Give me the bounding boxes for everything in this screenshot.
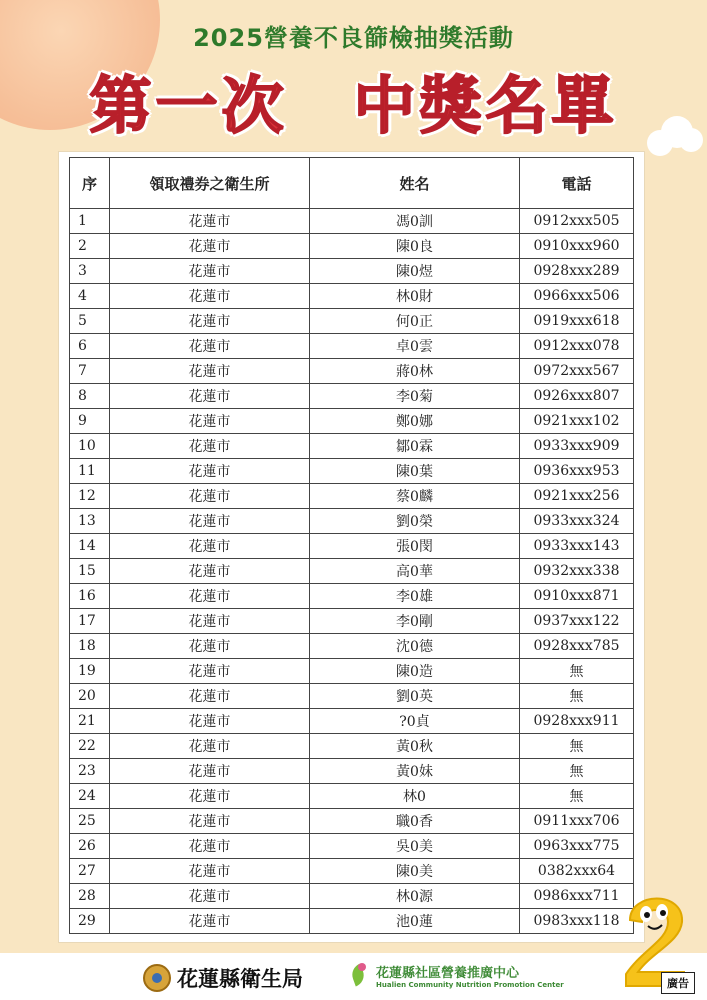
table-row <box>70 309 634 334</box>
cell-phone: 無 <box>520 784 634 809</box>
cell-station: 花蓮市 <box>110 909 310 934</box>
winner-rows <box>70 209 634 934</box>
table-row <box>70 559 634 584</box>
footer <box>0 953 707 1000</box>
cell-station: 花蓮市 <box>110 634 310 659</box>
cell-phone: 0937xxx122 <box>520 609 634 634</box>
cell-station: 花蓮市 <box>110 484 310 509</box>
cell-station: 花蓮市 <box>110 734 310 759</box>
cell-phone: 0928xxx289 <box>520 259 634 284</box>
cell-no: 28 <box>70 884 110 909</box>
cell-name: 吳0美 <box>310 834 520 859</box>
table-row <box>70 384 634 409</box>
cell-station: 花蓮市 <box>110 659 310 684</box>
cell-no: 11 <box>70 459 110 484</box>
cell-phone: 0972xxx567 <box>520 359 634 384</box>
cell-no: 12 <box>70 484 110 509</box>
cell-name: 李0菊 <box>310 384 520 409</box>
table-row <box>70 234 634 259</box>
cell-station: 花蓮市 <box>110 809 310 834</box>
cell-no: 21 <box>70 709 110 734</box>
cell-name: 何0正 <box>310 309 520 334</box>
table-row <box>70 584 634 609</box>
cell-station: 花蓮市 <box>110 534 310 559</box>
cell-name: 鄒0霖 <box>310 434 520 459</box>
cell-station: 花蓮市 <box>110 509 310 534</box>
cell-name: 陳0美 <box>310 859 520 884</box>
cell-phone: 0926xxx807 <box>520 384 634 409</box>
cell-phone: 0933xxx324 <box>520 509 634 534</box>
table-row <box>70 334 634 359</box>
cell-name: 張0閔 <box>310 534 520 559</box>
cell-name: 職0香 <box>310 809 520 834</box>
cell-phone: 0966xxx506 <box>520 284 634 309</box>
health-bureau-logo <box>143 963 303 993</box>
table-row <box>70 284 634 309</box>
winner-table <box>69 157 634 934</box>
cell-no: 27 <box>70 859 110 884</box>
cell-name: 黃0秋 <box>310 734 520 759</box>
table-row <box>70 259 634 284</box>
cell-phone: 0919xxx618 <box>520 309 634 334</box>
column-header-phone: 電話 <box>520 158 634 209</box>
cell-phone: 0912xxx505 <box>520 209 634 234</box>
cell-station: 花蓮市 <box>110 759 310 784</box>
cell-name: 陳0造 <box>310 659 520 684</box>
cell-name: 卓0雲 <box>310 334 520 359</box>
cell-name: ?0貞 <box>310 709 520 734</box>
cell-phone: 0932xxx338 <box>520 559 634 584</box>
cell-station: 花蓮市 <box>110 559 310 584</box>
cell-no: 19 <box>70 659 110 684</box>
cell-no: 8 <box>70 384 110 409</box>
cell-phone: 0936xxx953 <box>520 459 634 484</box>
cell-name: 劉0英 <box>310 684 520 709</box>
cell-name: 陳0煜 <box>310 259 520 284</box>
table-row <box>70 459 634 484</box>
table-row <box>70 484 634 509</box>
cell-no: 17 <box>70 609 110 634</box>
cell-station: 花蓮市 <box>110 684 310 709</box>
cell-name: 黃0妹 <box>310 759 520 784</box>
cell-station: 花蓮市 <box>110 709 310 734</box>
cell-phone: 0910xxx960 <box>520 234 634 259</box>
cell-phone: 0963xxx775 <box>520 834 634 859</box>
table-row <box>70 409 634 434</box>
cell-phone: 0928xxx911 <box>520 709 634 734</box>
cell-no: 23 <box>70 759 110 784</box>
table-row <box>70 834 634 859</box>
cell-no: 22 <box>70 734 110 759</box>
column-header-name: 姓名 <box>310 158 520 209</box>
cell-no: 9 <box>70 409 110 434</box>
cell-station: 花蓮市 <box>110 884 310 909</box>
cell-no: 6 <box>70 334 110 359</box>
cell-station: 花蓮市 <box>110 859 310 884</box>
cell-phone: 0933xxx143 <box>520 534 634 559</box>
cell-no: 15 <box>70 559 110 584</box>
nutrition-center-english-name: Hualien Community Nutrition Promotion Center <box>376 981 564 989</box>
cell-phone: 無 <box>520 759 634 784</box>
table-row <box>70 809 634 834</box>
cell-station: 花蓮市 <box>110 834 310 859</box>
cell-name: 林0源 <box>310 884 520 909</box>
cell-no: 5 <box>70 309 110 334</box>
cell-no: 3 <box>70 259 110 284</box>
cell-name: 李0剛 <box>310 609 520 634</box>
cell-name: 陳0良 <box>310 234 520 259</box>
cell-no: 4 <box>70 284 110 309</box>
nutrition-center-name: 花蓮縣社區營養推廣中心 <box>376 966 520 981</box>
cell-phone: 0382xxx64 <box>520 859 634 884</box>
cell-phone: 0912xxx078 <box>520 334 634 359</box>
cell-no: 10 <box>70 434 110 459</box>
table-row <box>70 709 634 734</box>
table-row <box>70 884 634 909</box>
cell-phone: 0911xxx706 <box>520 809 634 834</box>
table-row <box>70 909 634 934</box>
table-row <box>70 534 634 559</box>
cell-no: 20 <box>70 684 110 709</box>
cell-name: 李0雄 <box>310 584 520 609</box>
cell-phone: 0921xxx102 <box>520 409 634 434</box>
cell-station: 花蓮市 <box>110 409 310 434</box>
cell-no: 18 <box>70 634 110 659</box>
cell-no: 24 <box>70 784 110 809</box>
table-row <box>70 209 634 234</box>
table-row <box>70 359 634 384</box>
cell-station: 花蓮市 <box>110 209 310 234</box>
cell-phone: 0986xxx711 <box>520 884 634 909</box>
page-title: 第一次 中獎名單 <box>89 69 618 142</box>
cell-station: 花蓮市 <box>110 784 310 809</box>
cell-no: 2 <box>70 234 110 259</box>
column-header-station: 領取禮券之衛生所 <box>110 158 310 209</box>
table-row <box>70 659 634 684</box>
table-row <box>70 734 634 759</box>
nutrition-center-logo <box>350 962 564 989</box>
winner-list-sheet <box>59 152 644 942</box>
cell-name: 池0蓮 <box>310 909 520 934</box>
bureau-seal-icon <box>143 964 171 992</box>
table-row <box>70 609 634 634</box>
leaf-icon <box>350 963 372 989</box>
cell-station: 花蓮市 <box>110 259 310 284</box>
cell-no: 25 <box>70 809 110 834</box>
cell-phone: 0921xxx256 <box>520 484 634 509</box>
cell-phone: 0983xxx118 <box>520 909 634 934</box>
cell-name: 鄭0娜 <box>310 409 520 434</box>
cell-name: 林0財 <box>310 284 520 309</box>
cell-no: 16 <box>70 584 110 609</box>
cell-station: 花蓮市 <box>110 434 310 459</box>
cell-name: 沈0德 <box>310 634 520 659</box>
cell-no: 29 <box>70 909 110 934</box>
table-header-row <box>70 158 634 209</box>
table-row <box>70 509 634 534</box>
column-header-no: 序 <box>70 158 110 209</box>
cell-phone: 無 <box>520 734 634 759</box>
cell-station: 花蓮市 <box>110 334 310 359</box>
cell-phone: 0933xxx909 <box>520 434 634 459</box>
cell-no: 14 <box>70 534 110 559</box>
cell-phone: 無 <box>520 659 634 684</box>
cell-name: 陳0葉 <box>310 459 520 484</box>
table-row <box>70 634 634 659</box>
cell-station: 花蓮市 <box>110 234 310 259</box>
cell-name: 高0華 <box>310 559 520 584</box>
health-bureau-name: 花蓮縣衛生局 <box>177 967 303 991</box>
cell-station: 花蓮市 <box>110 309 310 334</box>
cell-phone: 0910xxx871 <box>520 584 634 609</box>
cell-name: 劉0榮 <box>310 509 520 534</box>
mascot-digit: 2 <box>612 880 613 881</box>
cell-station: 花蓮市 <box>110 459 310 484</box>
cell-no: 1 <box>70 209 110 234</box>
cell-phone: 0928xxx785 <box>520 634 634 659</box>
table-row <box>70 684 634 709</box>
cell-station: 花蓮市 <box>110 384 310 409</box>
cell-station: 花蓮市 <box>110 609 310 634</box>
table-row <box>70 759 634 784</box>
cell-no: 7 <box>70 359 110 384</box>
event-subtitle: 2025營養不良篩檢抽獎活動 <box>193 24 514 52</box>
cell-station: 花蓮市 <box>110 584 310 609</box>
cell-name: 蔣0林 <box>310 359 520 384</box>
cell-station: 花蓮市 <box>110 284 310 309</box>
cell-no: 13 <box>70 509 110 534</box>
cell-name: 蔡0麟 <box>310 484 520 509</box>
cell-phone: 無 <box>520 684 634 709</box>
cell-no: 26 <box>70 834 110 859</box>
cell-name: 林0 <box>310 784 520 809</box>
table-row <box>70 784 634 809</box>
cell-station: 花蓮市 <box>110 359 310 384</box>
table-row <box>70 434 634 459</box>
ad-badge: 廣告 <box>661 972 695 994</box>
cell-name: 馮0訓 <box>310 209 520 234</box>
table-row <box>70 859 634 884</box>
